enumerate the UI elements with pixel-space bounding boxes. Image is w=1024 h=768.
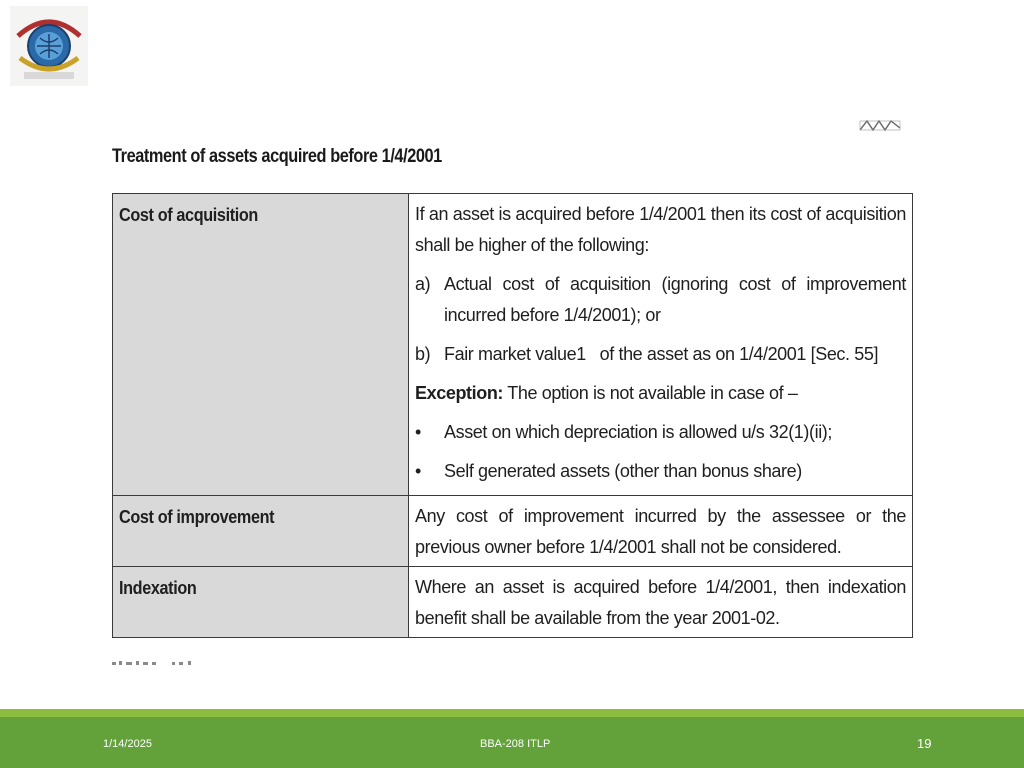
- row-description: Where an asset is acquired before 1/4/2001, then indexation benefit shall be available from the year 2001-02.: [415, 577, 906, 628]
- bullet-item: [415, 417, 906, 448]
- bullet-item: [415, 456, 906, 487]
- corner-mark-icon: [859, 118, 901, 132]
- row-heading-cell: [113, 496, 409, 567]
- intro-text: If an asset is acquired before 1/4/2001 then its cost of acquisition shall be higher of the following:: [415, 204, 906, 255]
- row-heading-cell: [113, 567, 409, 638]
- page-number: 19: [917, 736, 932, 751]
- treatment-table: [112, 193, 913, 638]
- row-description: Any cost of improvement incurred by the assessee or the previous owner before 1/4/2001 shall not be considered.: [415, 506, 906, 557]
- row-description-cell: [409, 567, 913, 638]
- row-heading: Cost of improvement: [119, 507, 275, 527]
- slide-title: Treatment of assets acquired before 1/4/2001: [112, 146, 442, 167]
- row-heading: Cost of acquisition: [119, 205, 258, 225]
- footer-course: BBA-208 ITLP: [480, 738, 551, 750]
- list-marker: a): [415, 274, 431, 294]
- list-item: [415, 269, 906, 331]
- list-item-text: Actual cost of acquisition (ignoring cost of improvement incurred before 1/4/2001); or: [444, 274, 906, 325]
- cropped-text-remnant-icon: [112, 661, 200, 666]
- bullet-marker: •: [415, 422, 421, 442]
- bullet-marker: •: [415, 461, 421, 481]
- row-description-cell: [409, 496, 913, 567]
- exception-label: Exception:: [415, 383, 504, 403]
- row-heading-cell: [113, 194, 409, 496]
- table-row: [113, 194, 913, 496]
- institution-logo-icon: [10, 6, 88, 86]
- list-item-text: Fair market value1 of the asset as on 1/4/2001 [Sec. 55]: [444, 344, 879, 364]
- row-heading: Indexation: [119, 578, 197, 598]
- bullet-text: Asset on which depreciation is allowed u/s 32(1)(ii);: [444, 422, 832, 442]
- bullet-text: Self generated assets (other than bonus share): [444, 461, 802, 481]
- list-item: [415, 339, 906, 370]
- table-row: [113, 567, 913, 638]
- exception-text: The option is not available in case of –: [503, 383, 798, 403]
- footer-date: 1/14/2025: [103, 738, 152, 750]
- table-row: [113, 496, 913, 567]
- list-marker: b): [415, 344, 431, 364]
- slide-footer: [0, 717, 1024, 768]
- footer-accent-line: [0, 709, 1024, 717]
- row-description-cell: [409, 194, 913, 496]
- exception-note: [415, 378, 906, 409]
